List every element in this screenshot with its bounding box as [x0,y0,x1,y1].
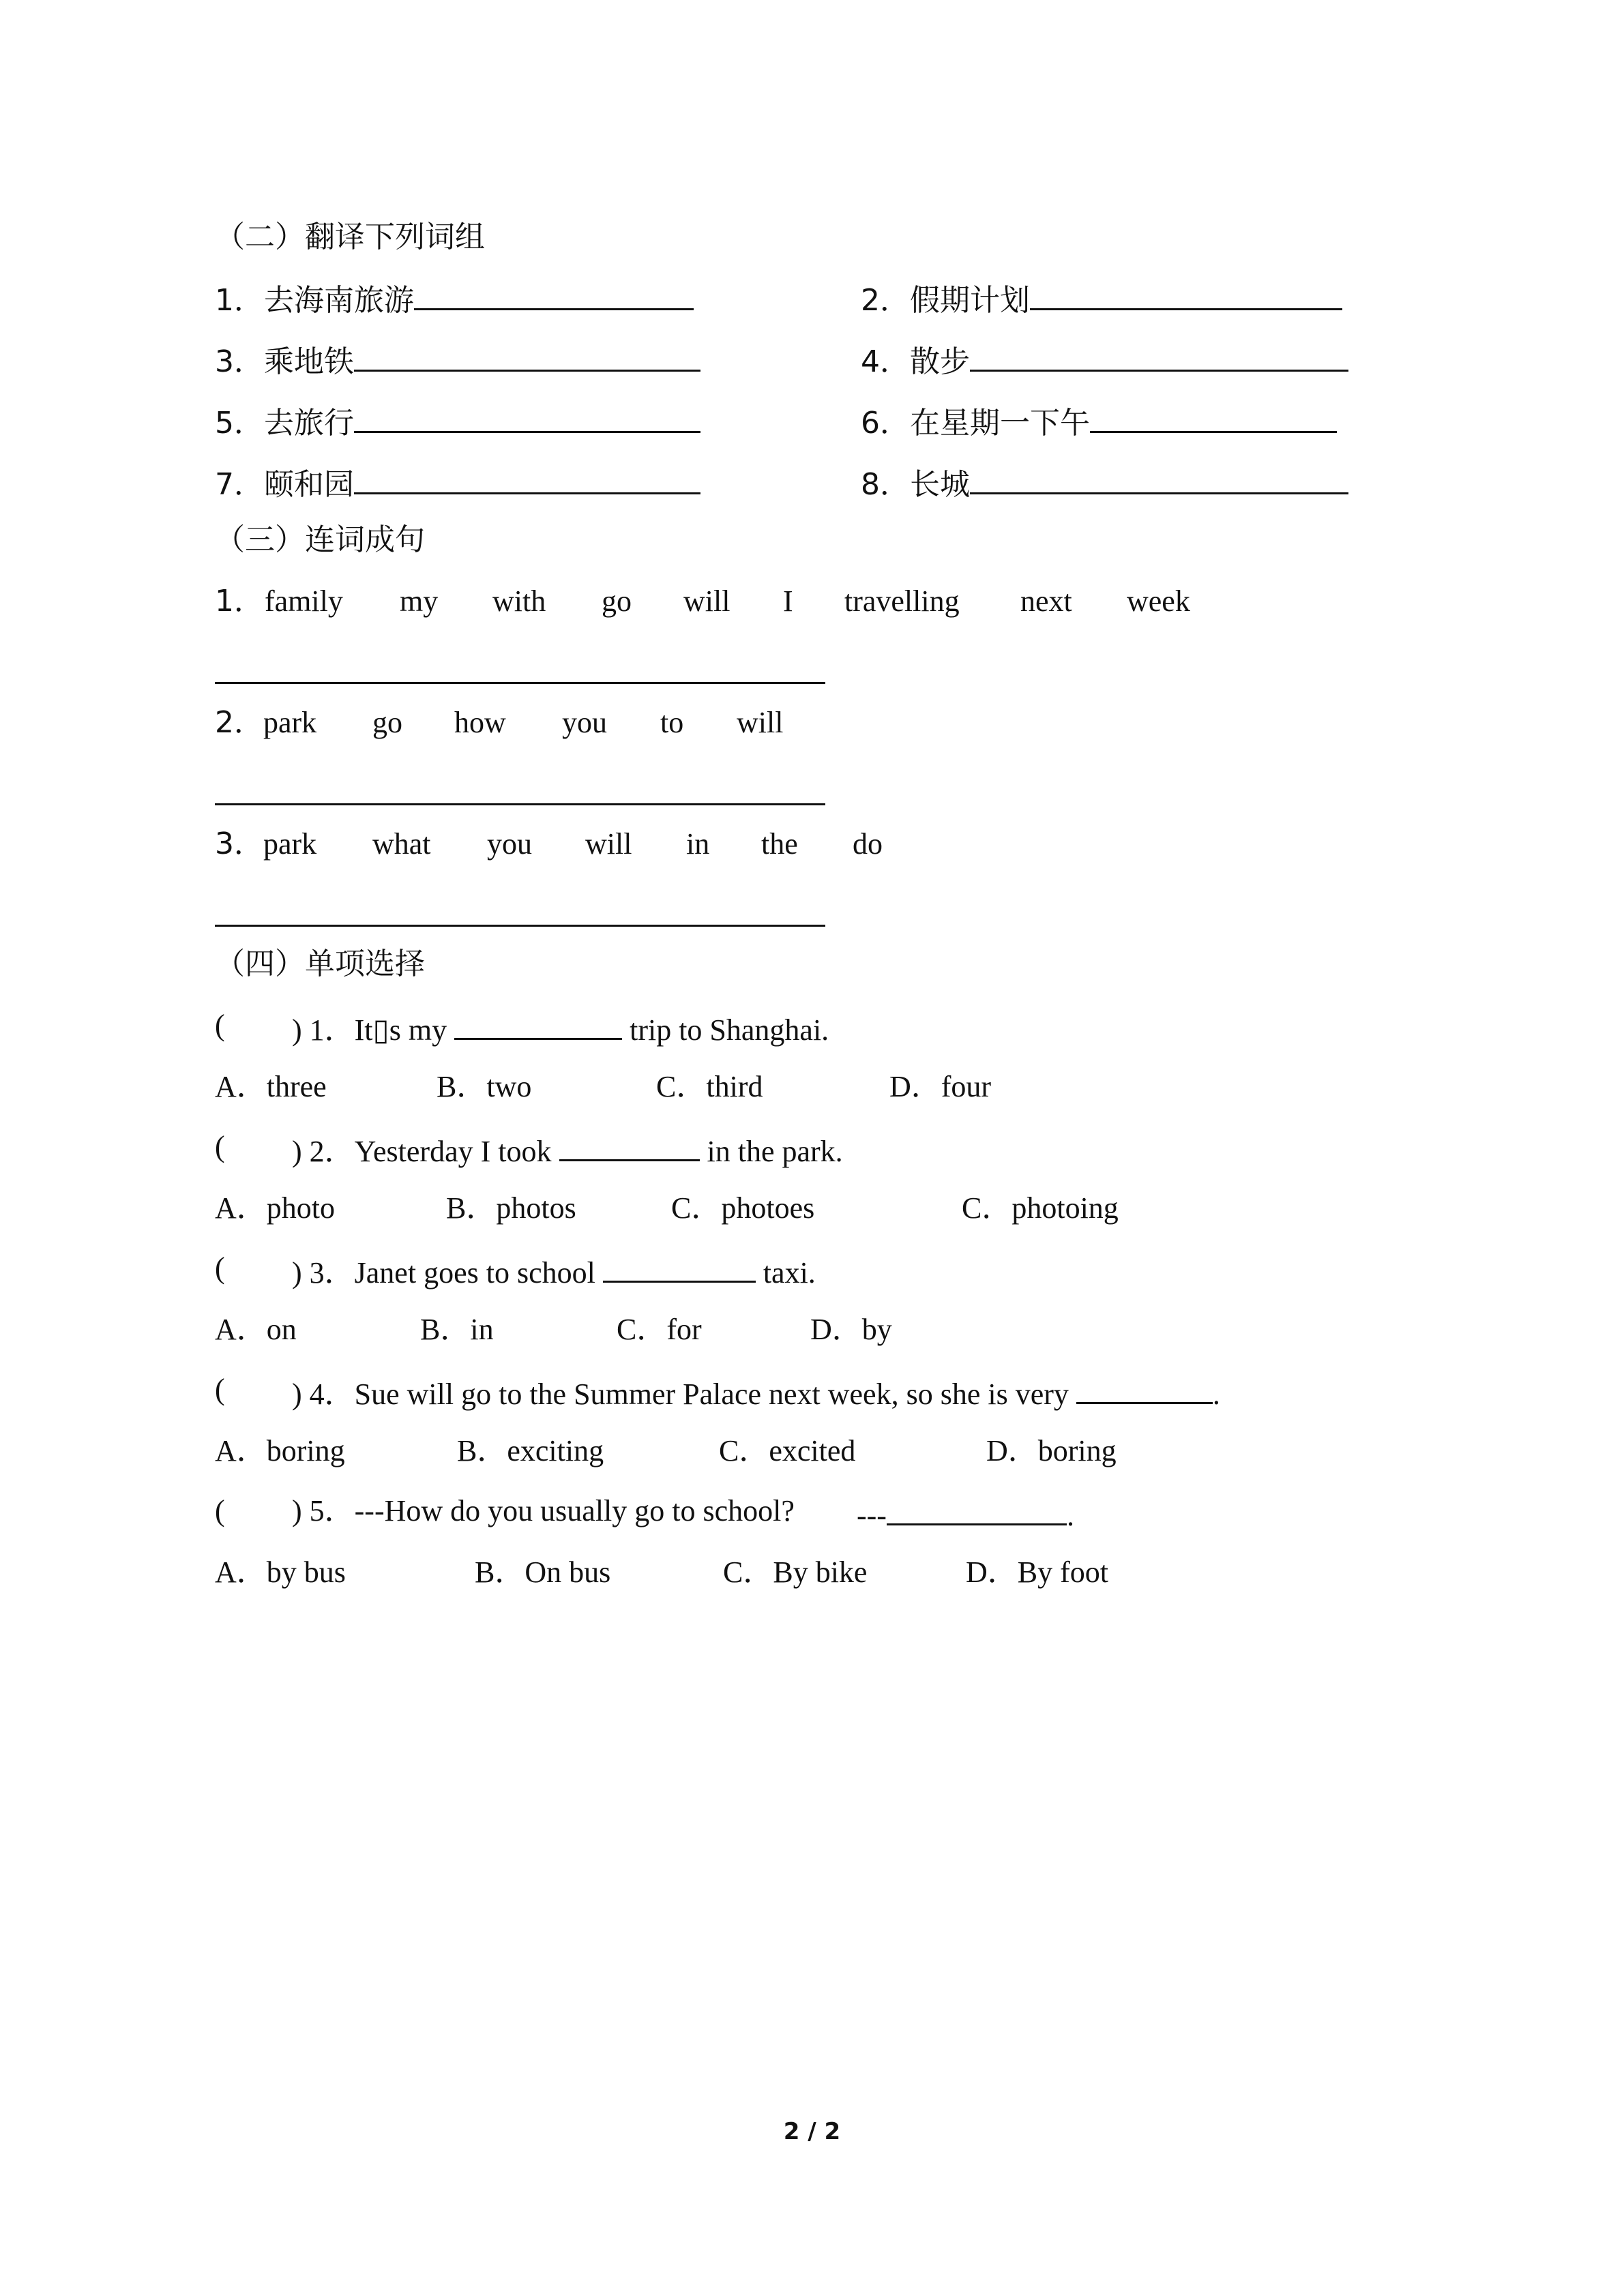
answer-blank[interactable] [1030,275,1342,310]
word: will [585,827,632,861]
word: park [263,706,317,739]
translate-item-1: 1．去海南旅游 [215,275,694,321]
option[interactable]: C．excited [719,1434,856,1467]
answer-blank[interactable] [354,398,700,433]
section3-title: （三）连词成句 [215,522,425,557]
answer-blank[interactable] [454,1005,622,1040]
mc-question-4-text: ) 4．Sue will go to the Summer Palace next week, so she is very . [292,1369,1220,1415]
option[interactable]: A．photo [215,1191,335,1225]
option[interactable]: C．third [656,1070,763,1103]
word: to [660,706,684,739]
option[interactable]: A．three [215,1070,327,1103]
answer-blank[interactable] [354,460,700,494]
option[interactable]: A．by bus [215,1555,346,1589]
section2-title: （二）翻译下列词组 [215,220,485,254]
reorder-item-3: 3． [215,826,264,861]
word: what [372,827,431,861]
option[interactable]: C．photoing [962,1191,1119,1225]
section4-title: （四）单项选择 [215,946,425,981]
word: the [761,827,798,861]
translate-item-8: 8．长城 [861,460,1348,505]
word: with [492,584,546,618]
word: do [853,827,883,861]
word: will [683,584,730,618]
mc-question-1: ( [215,1009,225,1042]
translate-item-7: 7．颐和园 [215,460,700,505]
translate-item-5: 5．去旅行 [215,398,700,444]
mc-question-5-answer: --- . [857,1491,1074,1536]
option[interactable]: D．four [889,1070,992,1103]
answer-line[interactable] [215,925,825,927]
word: my [400,584,439,618]
word: will [737,706,784,739]
option[interactable]: C．for [617,1313,702,1346]
word: go [372,706,402,739]
answer-blank[interactable] [559,1127,700,1161]
answer-blank[interactable] [1090,398,1337,433]
answer-blank[interactable] [1076,1369,1213,1404]
mc-question-2-text: ) 2．Yesterday I took in the park. [292,1127,843,1172]
word: next [1020,584,1072,618]
mc-question-3-text: ) 3．Janet goes to school taxi. [292,1248,816,1294]
option[interactable]: D．by [810,1313,892,1346]
answer-line[interactable] [215,803,825,805]
mc-question-5: ( [215,1494,225,1527]
word: travelling [844,584,960,618]
mc-question-3: ( [215,1251,225,1285]
option[interactable]: B．exciting [457,1434,604,1467]
reorder-item-1: 1． [215,584,264,618]
answer-blank[interactable] [603,1248,756,1283]
answer-blank[interactable] [414,275,694,310]
word: in [686,827,710,861]
page-number: 2 / 2 [783,2118,841,2145]
option[interactable]: B．in [420,1313,494,1346]
option[interactable]: D．By foot [966,1555,1108,1589]
option[interactable]: B．two [437,1070,532,1103]
word: how [454,706,506,739]
translate-item-6: 6．在星期一下午 [861,398,1337,444]
option[interactable]: A．boring [215,1434,345,1467]
translate-item-2: 2．假期计划 [861,275,1342,321]
option[interactable]: A．on [215,1313,297,1346]
word: you [562,706,607,739]
reorder-item-2: 2． [215,705,264,740]
translate-item-4: 4．散步 [861,337,1348,383]
answer-blank[interactable] [887,1491,1067,1525]
answer-blank[interactable] [970,460,1348,494]
option[interactable]: B．photos [446,1191,576,1225]
word: week [1127,584,1190,618]
word: go [602,584,632,618]
word: family [265,584,343,618]
mc-question-4: ( [215,1373,225,1406]
mc-question-1-text: ) 1．It▯s my trip to Shanghai. [292,1005,829,1051]
mc-question-5-text: ) 5．---How do you usually go to school? [292,1494,795,1527]
option[interactable]: D．boring [986,1434,1117,1467]
answer-blank[interactable] [354,337,700,372]
option[interactable]: B．On bus [475,1555,611,1589]
word: you [487,827,532,861]
mc-question-2: ( [215,1130,225,1163]
option[interactable]: C．By bike [723,1555,868,1589]
answer-blank[interactable] [970,337,1348,372]
word: I [783,584,793,618]
option[interactable]: C．photoes [671,1191,815,1225]
word: park [263,827,317,861]
translate-item-3: 3．乘地铁 [215,337,700,383]
answer-line[interactable] [215,682,825,684]
